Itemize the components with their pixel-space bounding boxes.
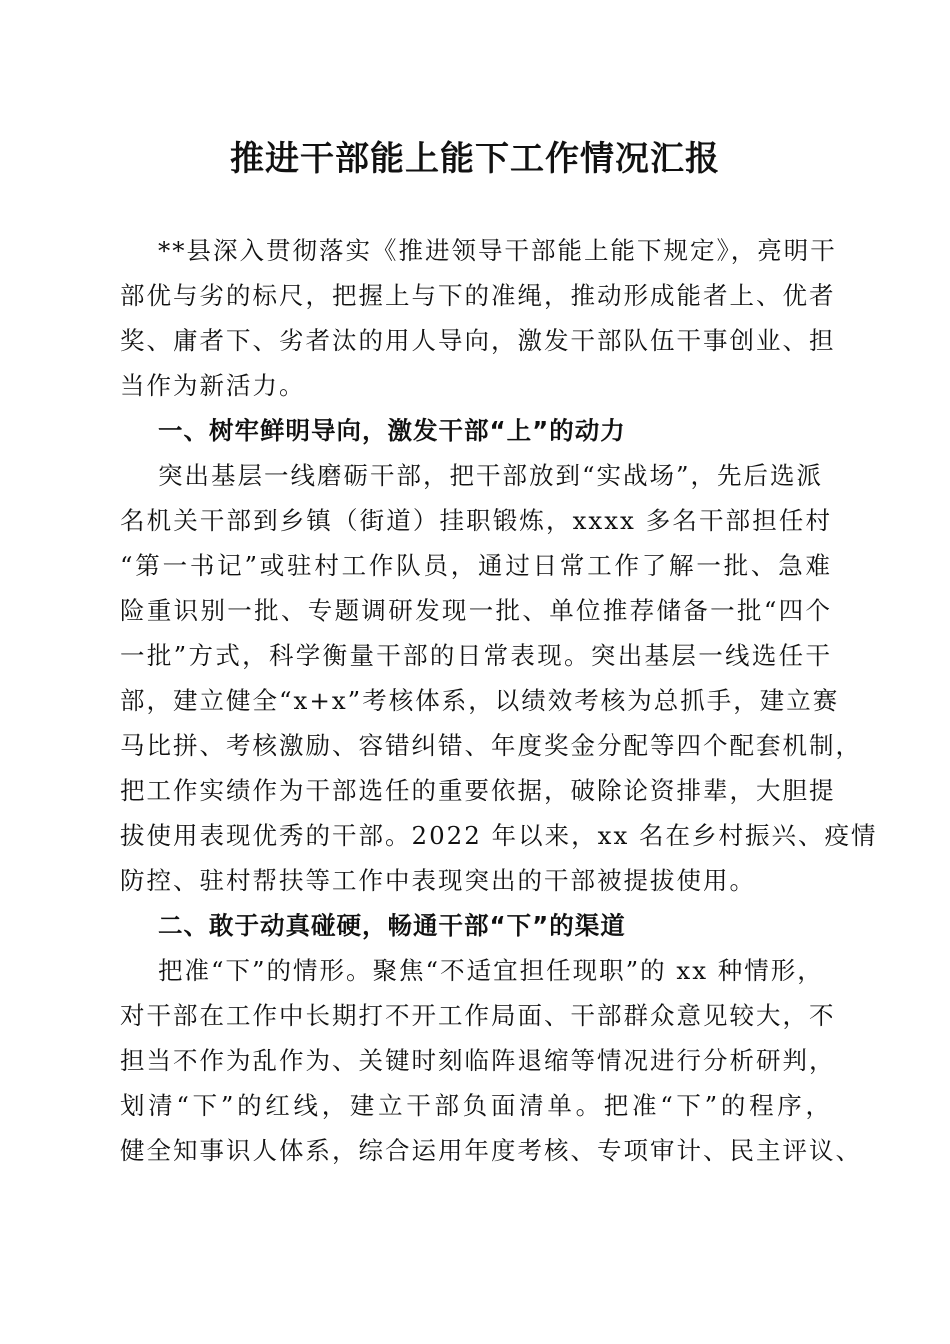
section-heading: 二、敢于动真碰硬，畅通干部“下”的渠道 [158,911,626,940]
text-line: 马比拼、考核激励、容错纠错、年度奖金分配等四个配套机制， [120,731,862,760]
section-heading: 一、树牢鲜明导向，激发干部“上”的动力 [158,416,626,445]
text-line: 部优与劣的标尺，把握上与下的准绳，推动形成能者上、优者 [120,281,836,310]
text-line: 奖、庸者下、劣者汰的用人导向，激发干部队伍干事创业、担 [120,326,836,355]
text-line: 把准“下”的情形。聚焦“不适宜担任现职”的 xx 种情形， [158,956,824,985]
text-line: 划清“下”的红线，建立干部负面清单。把准“下”的程序， [120,1091,832,1120]
text-line: 防控、驻村帮扶等工作中表现突出的干部被提拔使用。 [120,866,756,895]
text-line: 拔使用表现优秀的干部。2022 年以来，xx 名在乡村振兴、疫情 [120,821,878,850]
text-line: “第一书记”或驻村工作队员，通过日常工作了解一批、急难 [120,551,832,580]
text-line: 险重识别一批、专题调研发现一批、单位推荐储备一批“四个 [120,596,832,625]
document-title: 推进干部能上能下工作情况汇报 [230,139,720,179]
text-line: 名机关干部到乡镇（街道）挂职锻炼，xxxx 多名干部担任村 [120,506,832,535]
text-line: **县深入贯彻落实《推进领导干部能上能下规定》，亮明干 [158,236,837,265]
text-line: 健全知事识人体系，综合运用年度考核、专项审计、民主评议、 [120,1136,862,1165]
text-line: 部，建立健全“x+x”考核体系，以绩效考核为总抓手，建立赛 [120,686,840,715]
text-line: 一批”方式，科学衡量干部的日常表现。突出基层一线选任干 [120,641,832,670]
text-line: 突出基层一线磨砺干部，把干部放到“实战场”，先后选派 [158,461,824,490]
text-line: 担当不作为乱作为、关键时刻临阵退缩等情况进行分析研判， [120,1046,836,1075]
text-line: 把工作实绩作为干部选任的重要依据，破除论资排辈，大胆提 [120,776,836,805]
text-line: 当作为新活力。 [120,371,306,400]
document-body [120,228,878,1173]
text-line: 对干部在工作中长期打不开工作局面、干部群众意见较大，不 [120,1001,836,1030]
